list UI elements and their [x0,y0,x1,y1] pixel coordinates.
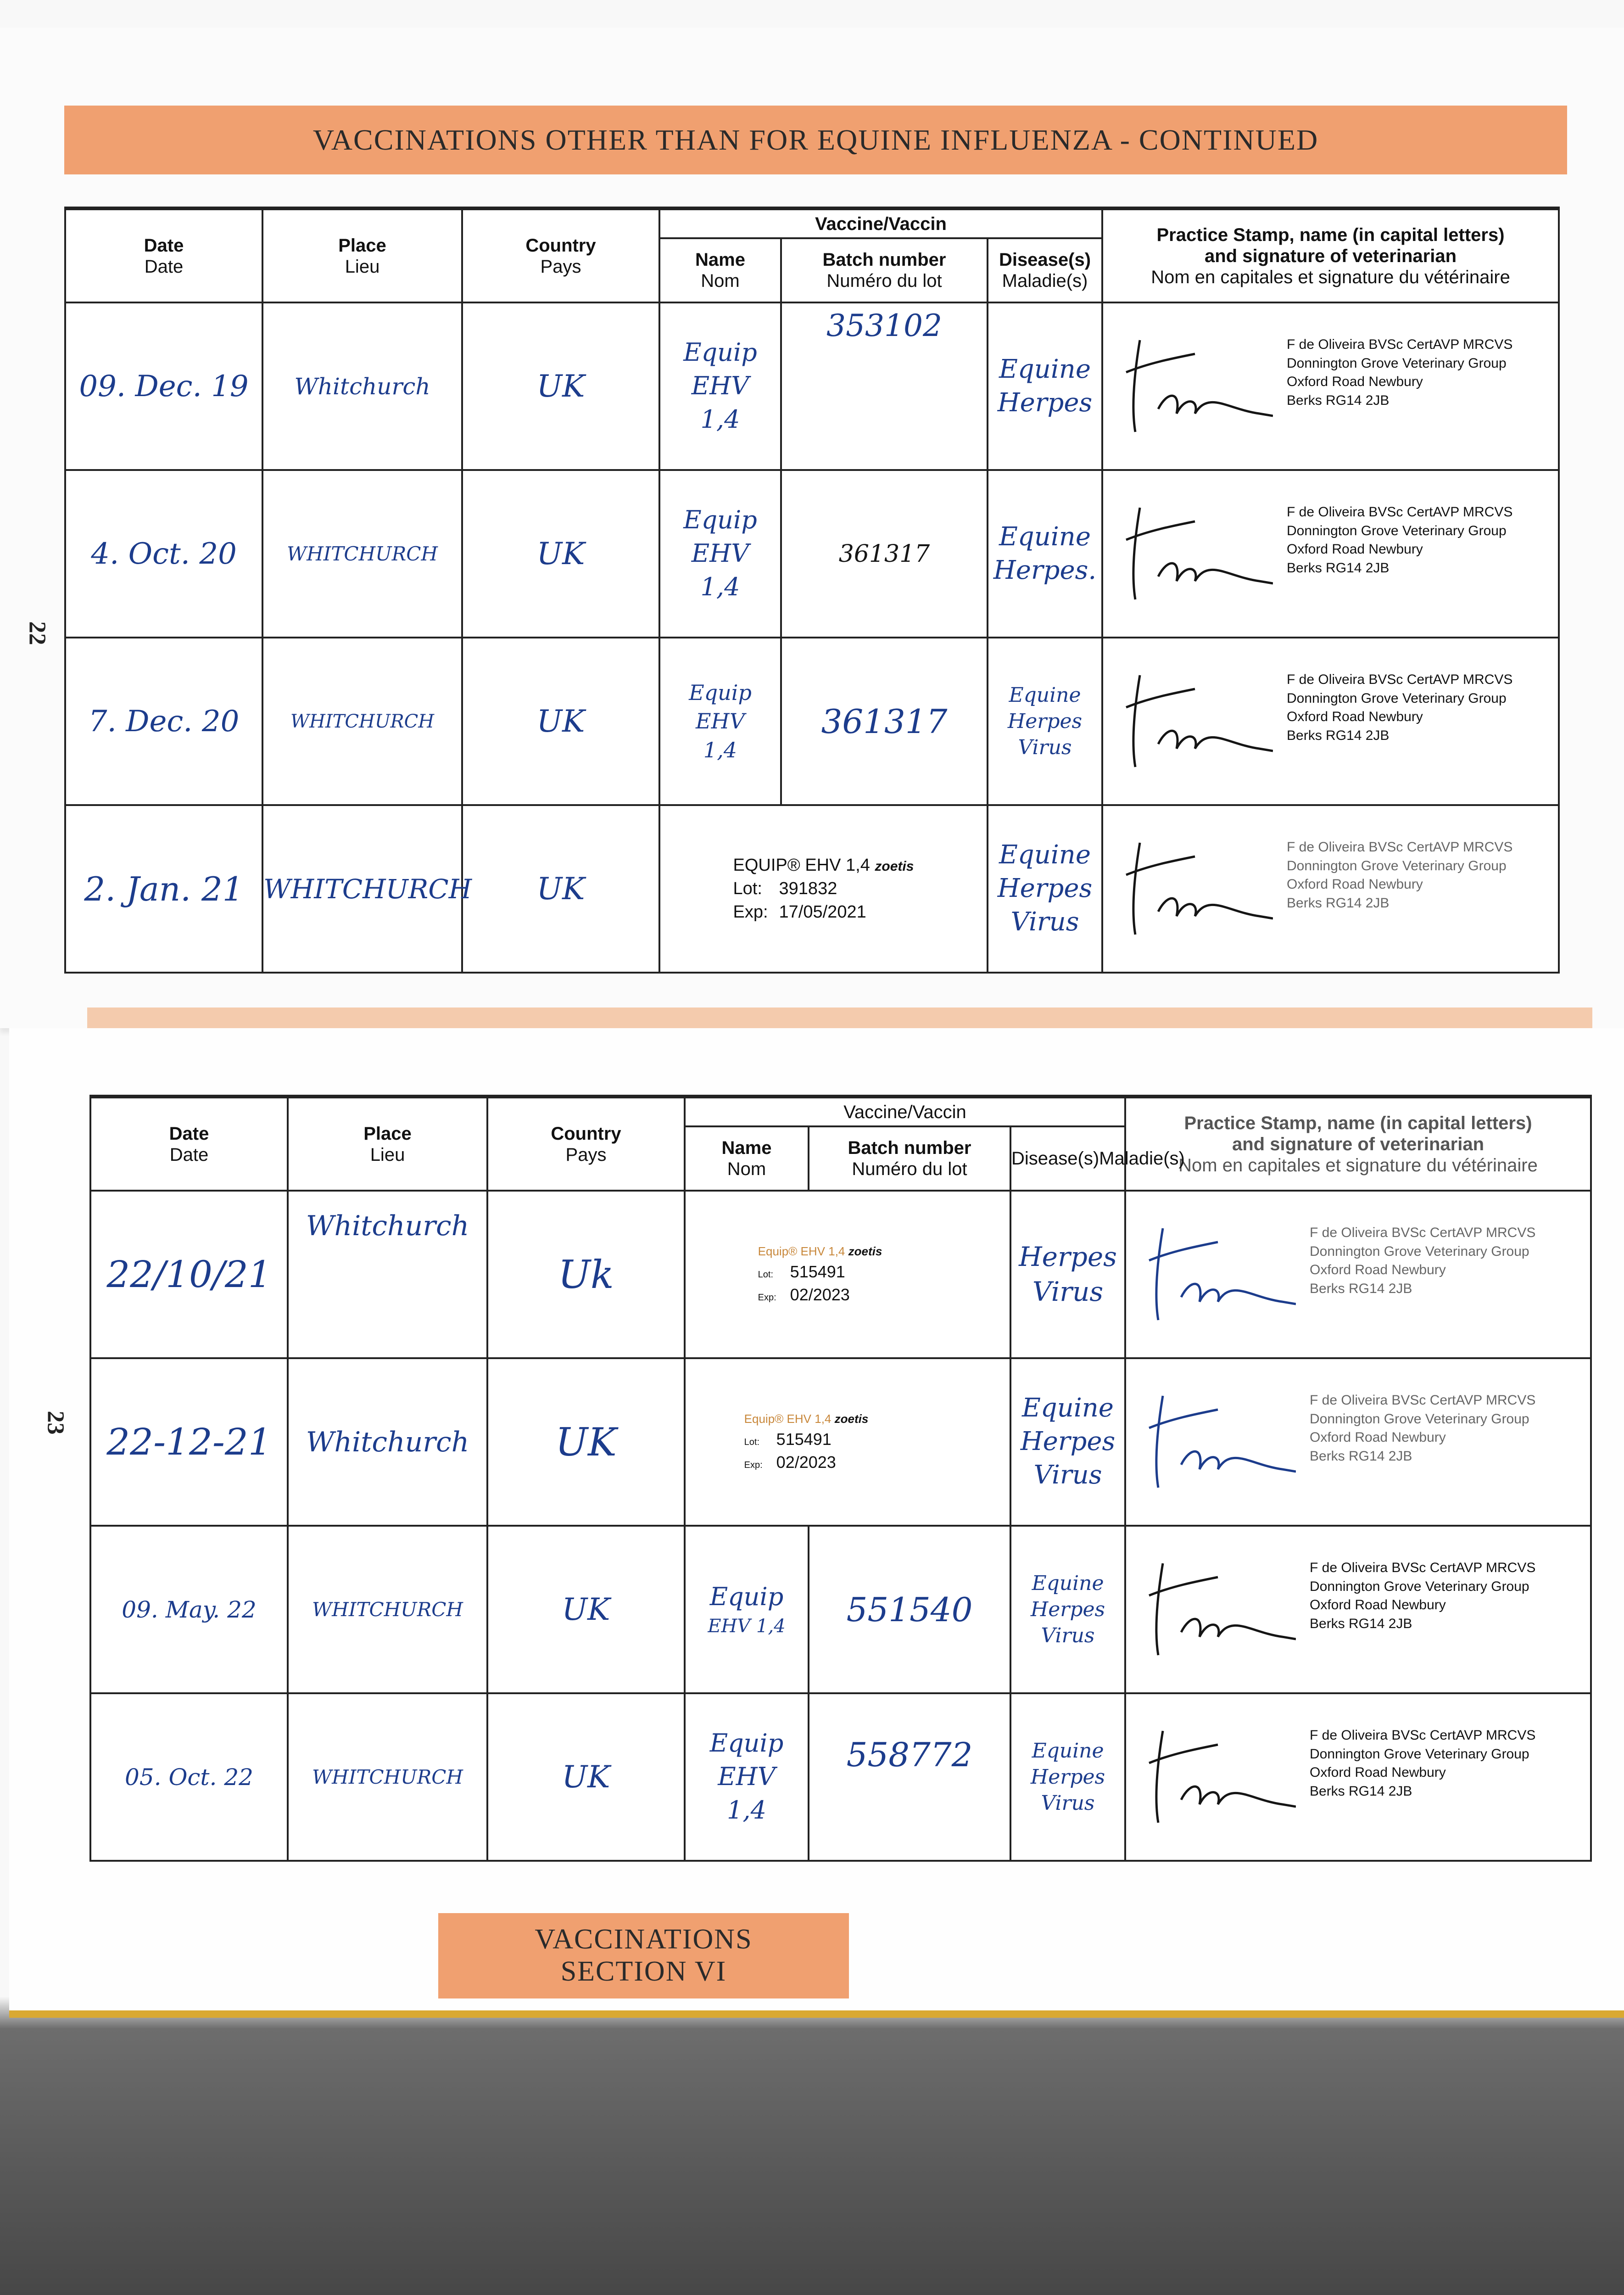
vet-signature [1122,322,1273,441]
vet-stamp [1125,1358,1591,1526]
entry-date: 05. Oct. 22 [90,1693,288,1861]
col-date: Date Date [90,1097,288,1191]
entry-disease: Equine Herpes. [988,470,1102,638]
entry-date: 09. Dec. 19 [65,302,262,470]
col-name: Name Nom [685,1126,809,1191]
entry-disease: Equine Herpes Virus [1010,1358,1125,1526]
label-sticker: Equip® EHV 1,4 zoetis Lot: 515491 Exp: 02/2023 [758,1244,882,1304]
vet-signature [1144,1545,1296,1664]
entry-date: 22/10/21 [90,1191,288,1358]
entry-place: WHITCHURCH [288,1693,487,1861]
stamp-text: F de Oliveira BVSc CertAVP MRCVS Donnington Grove Veterinary Group Oxford Road Newbury Berks RG14 2JB [1287,337,1513,408]
vet-stamp [1102,638,1559,805]
entry-disease: Herpes Virus [1010,1191,1125,1358]
stamp-text: F de Oliveira BVSc CertAVP MRCVS Donnington Grove Veterinary Group Oxford Road Newbury Berks RG14 2JB [1287,504,1513,576]
entry-country: UK [462,805,659,973]
vet-signature [1144,1377,1296,1497]
entry-country: UK [462,302,659,470]
entry-country: UK [487,1693,685,1861]
vet-stamp [1102,302,1559,470]
entry-place: Whitchurch [288,1358,487,1526]
vet-stamp [1102,470,1559,638]
entry-place: WHITCHURCH [262,470,462,638]
entry-disease: Equine Herpes Virus [988,805,1102,973]
section-footer-banner: VACCINATIONS SECTION VI [438,1913,849,1998]
entry-vaccine-name: Equip EHV 1,4 [659,470,781,638]
entry-disease: Equine Herpes Virus [988,638,1102,805]
entry-country: UK [487,1358,685,1526]
table-row [90,1526,1591,1693]
vet-signature [1144,1210,1296,1329]
entry-country: UK [487,1526,685,1693]
vet-signature [1144,1713,1296,1832]
page-number: 22 [24,621,50,645]
col-date: Date Date [65,208,262,302]
col-vaccine: Vaccine/Vaccin [659,208,1102,238]
entry-batch: 361317 [781,470,988,638]
entry-batch: 558772 [809,1693,1010,1861]
stamp-text: F de Oliveira BVSc CertAVP MRCVS Donnington Grove Veterinary Group Oxford Road Newbury Berks RG14 2JB [1310,1225,1536,1296]
table-row [65,805,1559,973]
entry-place: Whitchurch [262,302,462,470]
entry-batch: 361317 [781,638,988,805]
stamp-text: F de Oliveira BVSc CertAVP MRCVS Donnington Grove Veterinary Group Oxford Road Newbury Berks RG14 2JB [1287,672,1513,743]
vaccination-table-page-23 [89,1095,1592,1862]
entry-date: 09. May. 22 [90,1526,288,1693]
entry-place: Whitchurch [288,1191,487,1358]
vaccine-label-sticker [659,805,988,973]
stamp-text: F de Oliveira BVSc CertAVP MRCVS Donnington Grove Veterinary Group Oxford Road Newbury Berks RG14 2JB [1310,1560,1536,1631]
entry-place: WHITCHURCH [288,1526,487,1693]
vet-signature [1122,657,1273,776]
entry-disease: Equine Herpes [988,302,1102,470]
entry-vaccine-name: Equip EHV 1,4 [659,638,781,805]
entry-vaccine-name: Equip EHV 1,4 [659,302,781,470]
vaccine-label-sticker [685,1191,1010,1358]
entry-country: UK [462,470,659,638]
table-row [65,638,1559,805]
col-country: Country Pays [462,208,659,302]
col-batch: Batch number Numéro du lot [809,1126,1010,1191]
entry-disease: Equine Herpes Virus [1010,1693,1125,1861]
page-number: 23 [42,1411,69,1435]
entry-vaccine-name: Equip EHV 1,4 [685,1693,809,1861]
entry-place: WHITCHURCH [262,805,462,973]
section-banner: VACCINATIONS OTHER THAN FOR EQUINE INFLUENZA - CONTINUED [64,106,1567,174]
col-place: Place Lieu [288,1097,487,1191]
table-row [65,470,1559,638]
vaccination-table-page-22 [64,207,1560,974]
stamp-text: F de Oliveira BVSc CertAVP MRCVS Donnington Grove Veterinary Group Oxford Road Newbury Berks RG14 2JB [1287,840,1513,911]
entry-disease: Equine Herpes Virus [1010,1526,1125,1693]
entry-date: 7. Dec. 20 [65,638,262,805]
col-disease: Disease(s) Maladie(s) [988,238,1102,302]
vet-stamp [1102,805,1559,973]
vet-stamp [1125,1191,1591,1358]
col-country: Country Pays [487,1097,685,1191]
col-stamp: Practice Stamp, name (in capital letters) and signature of veterinarian Nom en capitales et signature du vétérinaire [1102,208,1559,302]
label-sticker: EQUIP® EHV 1,4 zoetis Lot: 391832 Exp: 17/05/2021 [733,856,914,922]
table-row [90,1191,1591,1358]
col-disease: Disease(s)Maladie(s) [1010,1126,1125,1191]
entry-date: 22-12-21 [90,1358,288,1526]
table-row [90,1693,1591,1861]
entry-batch: 551540 [809,1526,1010,1693]
vet-stamp [1125,1526,1591,1693]
entry-country: UK [462,638,659,805]
vet-stamp [1125,1693,1591,1861]
vet-signature [1122,824,1273,944]
col-vaccine: Vaccine/Vaccin [685,1097,1125,1126]
col-name: Name Nom [659,238,781,302]
label-sticker: Equip® EHV 1,4 zoetis Lot: 515491 Exp: 02/2023 [744,1412,869,1472]
table-row [65,302,1559,470]
entry-vaccine-name: Equip EHV 1,4 [685,1526,809,1693]
entry-date: 4. Oct. 20 [65,470,262,638]
stamp-text: F de Oliveira BVSc CertAVP MRCVS Donnington Grove Veterinary Group Oxford Road Newbury Berks RG14 2JB [1310,1728,1536,1799]
stamp-text: F de Oliveira BVSc CertAVP MRCVS Donnington Grove Veterinary Group Oxford Road Newbury Berks RG14 2JB [1310,1393,1536,1464]
vaccine-label-sticker [685,1358,1010,1526]
table-row [90,1358,1591,1526]
entry-country: Uk [487,1191,685,1358]
entry-batch: 353102 [781,302,988,470]
entry-place: WHITCHURCH [262,638,462,805]
col-stamp: Practice Stamp, name (in capital letters) and signature of veterinarian Nom en capitales et signature du vétérinaire [1125,1097,1591,1191]
vet-signature [1122,489,1273,609]
entry-date: 2. Jan. 21 [65,805,262,973]
col-batch: Batch number Numéro du lot [781,238,988,302]
col-place: Place Lieu [262,208,462,302]
